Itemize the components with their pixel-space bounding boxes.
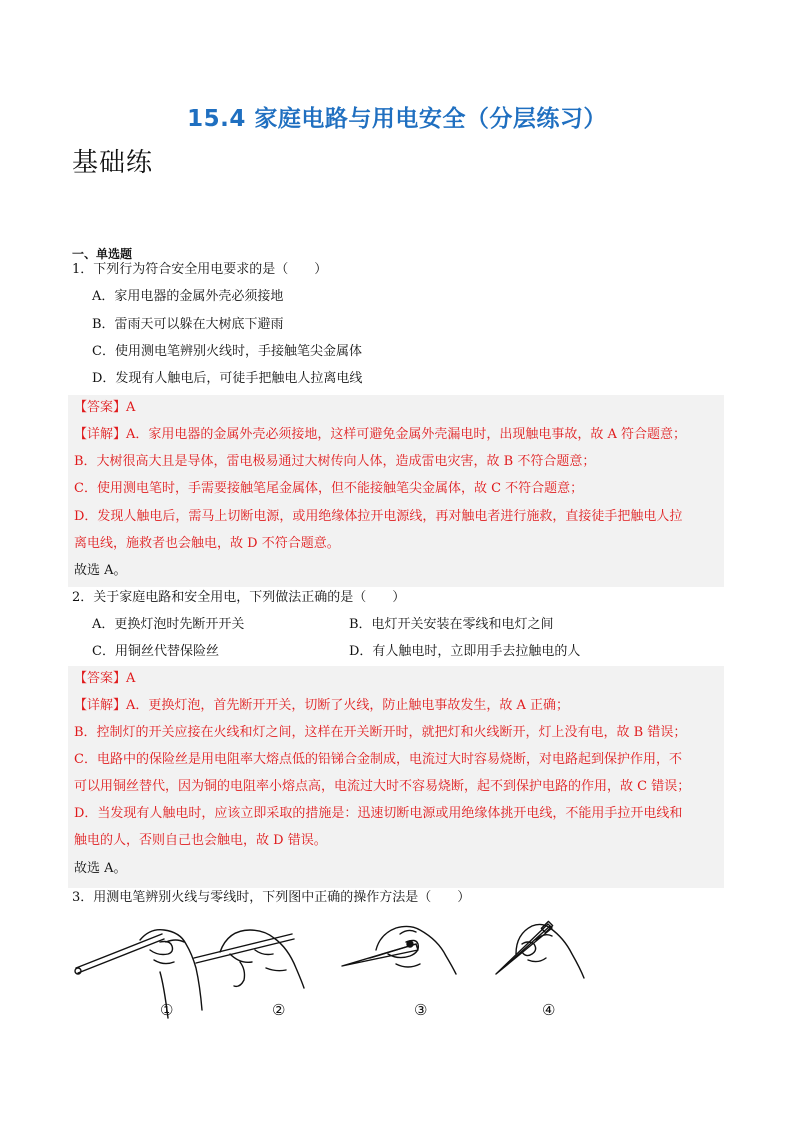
q1-option-d: D．发现有人触电后，可徒手把触电人拉离电线 xyxy=(92,371,363,386)
q2-explain-line: B．控制灯的开关应接在火线和灯之间，这样在开关断开时，就把灯和火线断开，灯上没有电，故 B 错误； xyxy=(74,725,687,740)
q1-explain-line: B．大树很高大且是导体，雷电极易通过大树传向人体，造成雷电灾害，故 B 不符合题意； xyxy=(74,454,596,469)
question-3-stem: 3．用测电笔辨别火线与零线时，下列图中正确的操作方法是（ ） xyxy=(72,890,471,905)
q2-explain-line: 【详解】A．更换灯泡，首先断开开关，切断了火线，防止触电事故发生，故 A 正确； xyxy=(74,698,570,713)
q1-answer: 【答案】A xyxy=(74,400,136,415)
q2-explain-line: C．电路中的保险丝是用电阻率大熔点低的铅锑合金制成，电流过大时容易烧断，对电路起到保护作用，不 xyxy=(74,752,682,767)
q2-explain-line: D．当发现有人触电时，应该立即采取的措施是：迅速切断电源或用绝缘体挑开电线，不能用手拉开电线和 xyxy=(74,806,683,821)
question-1-stem: 1．下列行为符合安全用电要求的是（ ） xyxy=(72,262,328,277)
q2-explain-line: 触电的人，否则自己也会触电，故 D 错误。 xyxy=(74,833,327,848)
level-heading: 基础练 xyxy=(72,148,154,178)
q1-option-a: A．家用电器的金属外壳必须接地 xyxy=(92,289,284,304)
figure-label-2: ② xyxy=(272,1001,286,1019)
q1-explain-line: D．发现人触电后，需马上切断电源，或用绝缘体拉开电源线，再对触电者进行施救，直接徒手把触电人拉 xyxy=(74,509,683,524)
q1-explain-line: 离电线，施救者也会触电，故 D 不符合题意。 xyxy=(74,536,340,551)
doc-title: 15.4 家庭电路与用电安全（分层练习） xyxy=(187,106,607,132)
q1-explain-line: 【详解】A．家用电器的金属外壳必须接地，这样可避免金属外壳漏电时，出现触电事故，故 A 符合题意； xyxy=(74,427,687,442)
figure-label-3: ③ xyxy=(414,1001,428,1019)
q1-explain-line: C．使用测电笔时，手需要接触笔尾金属体，但不能接触笔尖金属体，故 C 不符合题意； xyxy=(74,481,584,496)
pen-grip-1-illustration xyxy=(75,930,202,1018)
q2-option-b: B．电灯开关安装在零线和电灯之间 xyxy=(349,617,554,632)
q2-option-d: D．有人触电时，立即用手去拉触电的人 xyxy=(349,644,581,659)
q2-option-c: C．用铜丝代替保险丝 xyxy=(92,644,219,659)
q1-option-b: B．雷雨天可以躲在大树底下避雨 xyxy=(92,317,284,332)
q2-option-a: A．更换灯泡时先断开开关 xyxy=(92,617,245,632)
figure-label-4: ④ xyxy=(542,1001,556,1019)
pen-grip-4-illustration xyxy=(496,921,584,978)
q1-conclusion: 故选 A。 xyxy=(74,563,127,578)
q2-explain-line: 可以用铜丝替代，因为铜的电阻率小熔点高，电流过大时不容易烧断，起不到保护电路的作用，故 C 错误； xyxy=(74,779,691,794)
pen-grip-2-illustration xyxy=(194,930,304,988)
question-2-stem: 2．关于家庭电路和安全用电，下列做法正确的是（ ） xyxy=(72,590,406,605)
q2-conclusion: 故选 A。 xyxy=(74,861,127,876)
q2-answer: 【答案】A xyxy=(74,671,136,686)
figure-label-1: ① xyxy=(160,1001,174,1019)
q1-option-c: C．使用测电笔辨别火线时，手接触笔尖金属体 xyxy=(92,344,362,359)
pen-grip-3-illustration xyxy=(342,926,456,974)
section-heading: 一、单选题 xyxy=(72,247,133,261)
